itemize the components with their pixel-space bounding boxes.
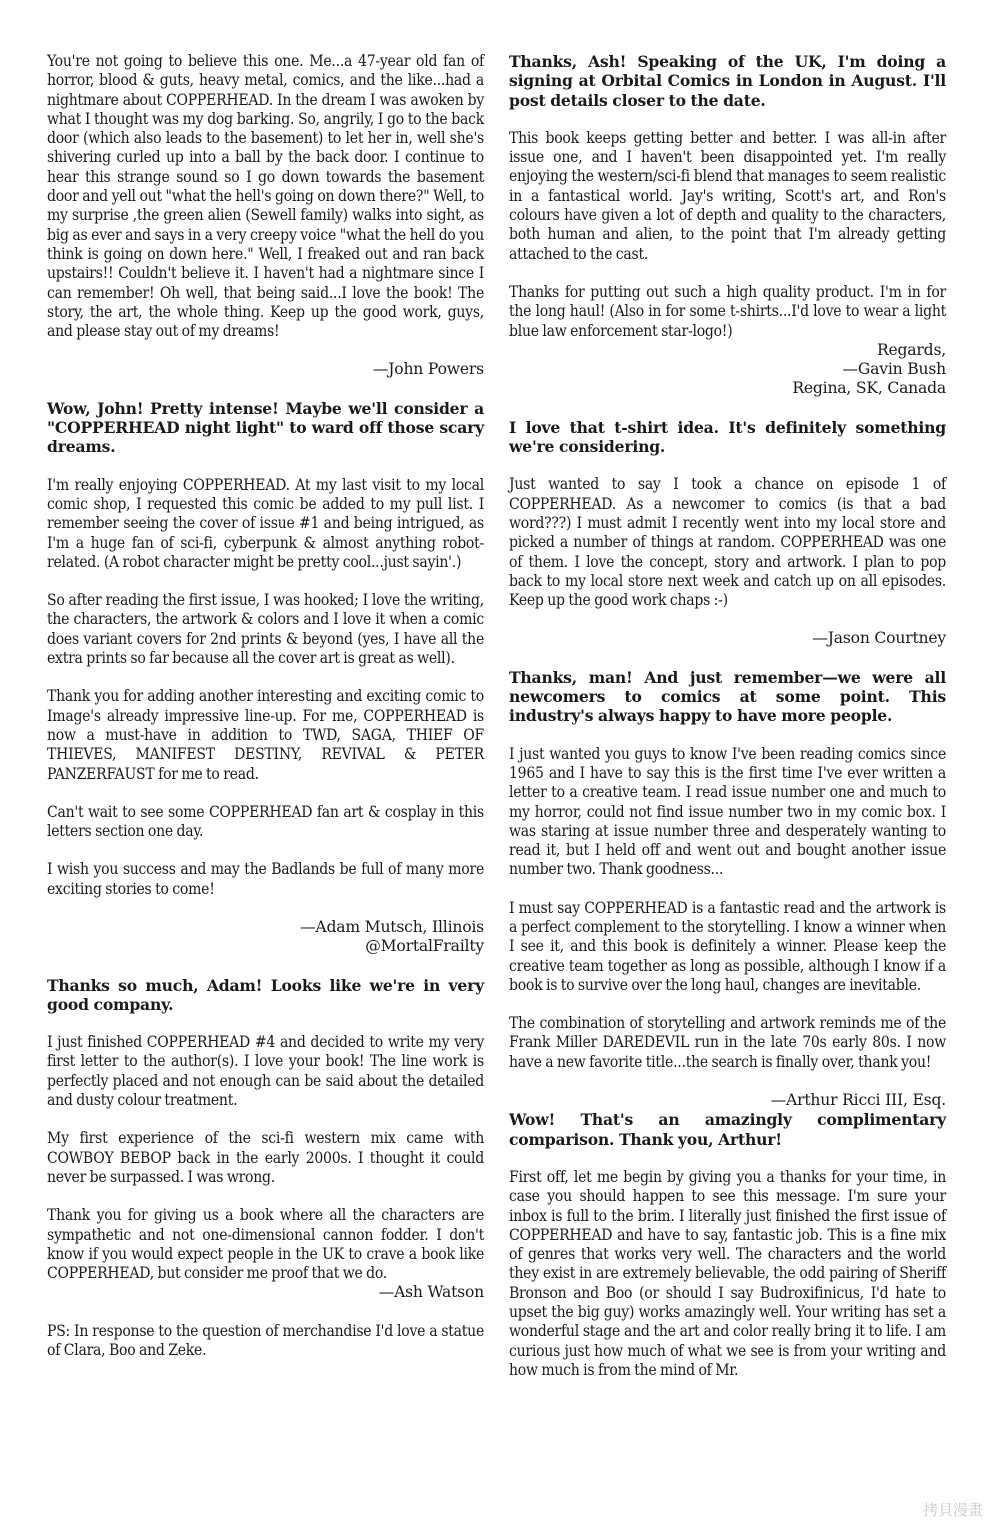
response-gavin-bush: I love that t-shirt idea. It's definitely something we're considering.: [509, 417, 946, 457]
letter-arthur-ricci-p1: I just wanted you guys to know I've been reading comics since 1965 and I have to say this is the first time I've ever written a letter to a creative team. I read issue number one and much to my horror, could not find issue number two in my comic box. I was staring at issue number three and desperately wanting to read it, but I held off and went out and bought another issue number two. Thank goodness...: [509, 744, 946, 879]
letter-ash-watson-p3: Thank you for giving us a book where all the characters are sympathetic and not one-dimensional cannon fodder. I don't know if you would expect people in the UK to crave a book like COPPERHEAD, but consider me proof that we do.: [47, 1206, 484, 1283]
signature-arthur-ricci: —Arthur Ricci III, Esq.: [770, 1091, 946, 1110]
letter-gavin-bush-p1: This book keeps getting better and better. I was all-in after issue one, and I haven't been disappointed yet. I'm really enjoying the western/sci-fi blend that manages to seem realistic in a fantastical world. Jay's writing, Scott's art, and Ron's colours have given a lot of depth and quality to the characters, both human and alien, to the point that I'm already getting attached to the cast.: [509, 128, 946, 263]
signature-jason-courtney: —Jason Courtney: [812, 629, 946, 648]
letter-gavin-bush-p2: Thanks for putting out such a high quality product. I'm in for the long haul! (Also in for some t-shirts...I'd love to wear a light blue law enforcement star-logo!): [509, 282, 946, 340]
signature-ash-watson: —Ash Watson: [378, 1283, 484, 1302]
signature-name: —Gavin Bush: [842, 360, 946, 379]
response-jason-courtney: Thanks, man! And just remember—we were all newcomers to comics at some point. This industry's always happy to have more people.: [509, 667, 946, 726]
letter-ash-watson-p1: I just finished COPPERHEAD #4 and decided to write my very first letter to the author(s). I love your book! The line work is perfectly placed and not enough can be said about the detailed and dusty colour treatment.: [47, 1033, 484, 1110]
letter-arthur-ricci-p3: The combination of storytelling and artwork reminds me of the Frank Miller DAREDEVIL run in the late 70s early 80s. I now have a new favorite title...the search is finally over, thank you!: [509, 1014, 946, 1071]
letter-adam-mutsch-p2: So after reading the first issue, I was hooked; I love the writing, the characters, the artwork & colors and I love it when a comic does variant covers for 2nd prints & beyond (yes, I have all the extra prints so far because all the cover art is great as well).: [47, 591, 484, 668]
letter-adam-mutsch-p5: I wish you success and may the Badlands be full of many more exciting stories to come!: [47, 860, 484, 898]
letter-adam-mutsch-p1: I'm really enjoying COPPERHEAD. At my last visit to my local comic shop, I requested this comic be added to my pull list. I remember seeing the cover of issue #1 and being intrigued, as I'm a huge fan of sci-fi, cyberpunk & almost anything robot-related. (A robot character might be pretty cool...just sayin'.): [47, 475, 484, 571]
left-column: [47, 52, 484, 1379]
signature-gavin-bush: [509, 341, 946, 399]
response-ash-watson: Thanks, Ash! Speaking of the UK, I'm doing a signing at Orbital Comics in London in August. I'll post details closer to the date.: [509, 52, 946, 110]
letter-ash-watson-ps: PS: In response to the question of merchandise I'd love a statue of Clara, Boo and Zeke.: [47, 1321, 484, 1360]
letter-ash-watson-p2: My first experience of the sci-fi western mix came with COWBOY BEBOP back in the early 2000s. I thought it could never be surpassed. I was wrong.: [47, 1129, 484, 1186]
letter-jason-courtney: Just wanted to say I took a chance on episode 1 of COPPERHEAD. As a newcomer to comics (is that a bad word???) I must admit I recently went into my local store and picked a number of things at random. COPPERHEAD was one of them. I love the concept, story and artwork. I plan to pop back to my local store next week and catch up on all episodes. Keep up the good work chaps :-): [509, 475, 946, 610]
letter-adam-mutsch-p4: Can't wait to see some COPPERHEAD fan art & cosplay in this letters section one day.: [47, 802, 484, 841]
signature-handle: @MortalFrailty: [365, 937, 484, 956]
signature-john-powers: —John Powers: [372, 360, 484, 379]
right-column: [509, 52, 946, 1399]
letter-arthur-ricci-p2: I must say COPPERHEAD is a fantastic read and the artwork is a perfect complement to the storytelling. I know a winner when I see it, and this book is definitely a winner. Please keep the creative team together as long as possible, although I know if a book is to survive over the long haul, changes are inevitable.: [509, 898, 946, 994]
response-arthur-ricci: Wow! That's an amazingly complimentary comparison. Thank you, Arthur!: [509, 1110, 946, 1149]
signature-name: —Adam Mutsch, Illinois: [300, 917, 484, 936]
signature-closing: Regards,: [876, 340, 946, 359]
letter-unsigned-p1: First off, let me begin by giving you a thanks for your time, in case you should happen to see this message. I'm sure your inbox is full to the brim. I literally just finished the first issue of COPPERHEAD and have to say, fantastic job. This is a fine mix of genres that works very well. The characters and the world they exist in are extremely believable, the odd pairing of Sheriff Bronson and Boo (or should I say Budroxifinicus, I'd hate to upset the big guy) works amazingly well. Your writing has set a wonderful stage and the art and color really bring it to life. I am curious just how much of what we see is from your writing and how much is from the mind of Mr.: [509, 1167, 946, 1379]
letter-adam-mutsch-p3: Thank you for adding another interesting and exciting comic to Image's already impressive line-up. For me, COPPERHEAD is now a must-have in addition to TWD, SAGA, THIEF OF THIEVES, MANIFEST DESTINY, REVIVAL & PETER PANZERFAUST for me to read.: [47, 687, 484, 783]
response-john-powers: Wow, John! Pretty intense! Maybe we'll consider a "COPPERHEAD night light" to ward off those scary dreams.: [47, 398, 484, 457]
watermark-text: 拷貝漫畫: [922, 1501, 983, 1519]
response-adam-mutsch: Thanks so much, Adam! Looks like we're in very good company.: [47, 975, 484, 1014]
signature-adam-mutsch: [47, 918, 484, 957]
letter-john-powers: You're not going to believe this one. Me...a 47-year old fan of horror, blood & guts, heavy metal, comics, and the like...had a nightmare about COPPERHEAD. In the dream I was awoken by what I thought was my dog barking. So, angrily, I go to the back door (which also leads to the basement) to let her in, well she's shivering curled up into a ball by the back door. I continue to hear this strange sound so I go down towards the basement door and yell out "what the hell's going on down there?" Well, to my surprise ,the green alien (Sewell family) walks into sight, as big as ever and says in a very creepy voice "what the hell do you think is going on down here." Well, I freaked out and ran back upstairs!! Couldn't believe it. I haven't had a nightmare since I can remember! Oh well, that being said...I love the book! The story, the art, the whole thing. Keep up the good work, guys, and please stay out of my dreams!: [47, 52, 484, 341]
signature-location: Regina, SK, Canada: [792, 379, 946, 398]
